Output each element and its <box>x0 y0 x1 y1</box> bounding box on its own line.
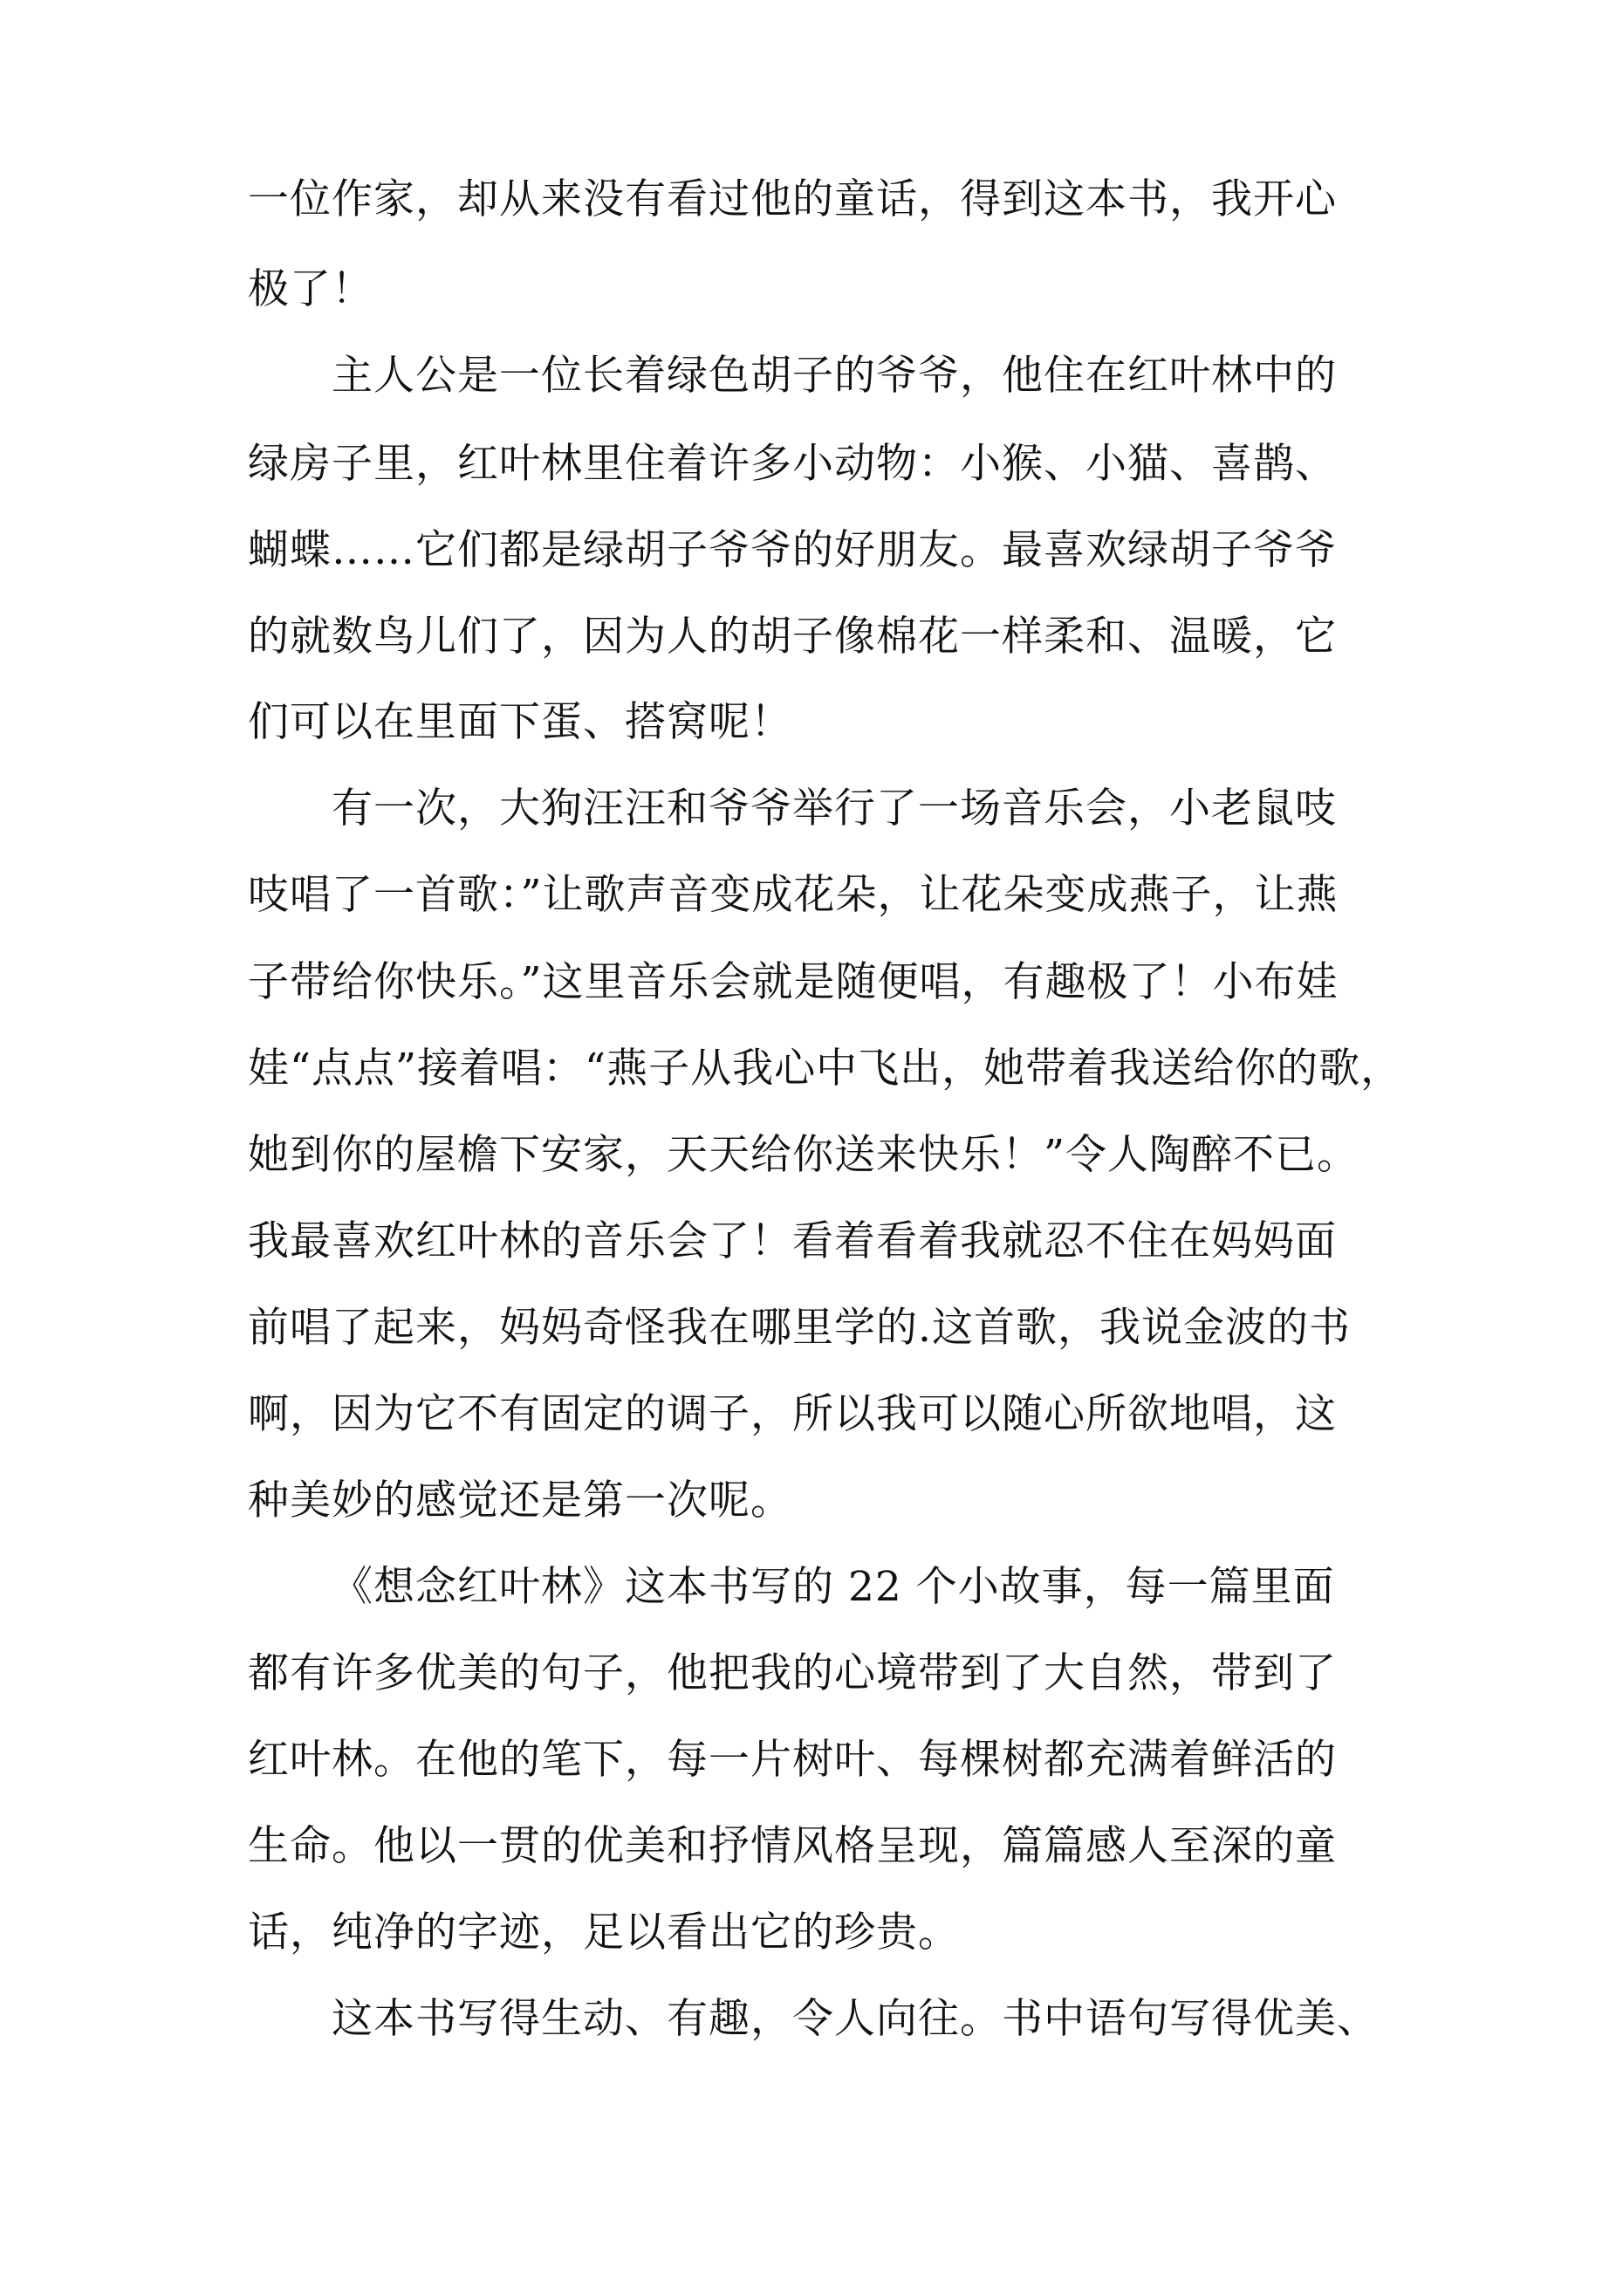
text-line: 主人公是一位长着绿色胡子的爷爷，他住在红叶林中的 <box>332 352 1337 400</box>
text-line: 前唱了起来，妈妈奇怪我在哪里学的.这首歌，我说金波的书 <box>248 1304 1351 1352</box>
text-line: 红叶林。在他的笔下，每一片树叶、每棵树都充满着鲜活的 <box>248 1736 1337 1784</box>
text-line: 绿房子里，红叶林里住着许多小动物：小猴、小猫、喜鹊、 <box>248 440 1337 488</box>
text-line: 吱唱了一首歌：”让歌声音变成花朵，让花朵变成燕子，让燕 <box>248 871 1339 919</box>
text-line: 话，纯净的字迹，足以看出它的珍贵。 <box>248 1909 960 1957</box>
text-line: 生命。他以一贯的优美和抒情风格呈现，篇篇感人至深的童 <box>248 1822 1337 1870</box>
text-line: 啊，因为它不有固定的调子，所以我可以随心所欲地唱，这 <box>248 1390 1337 1438</box>
text-line: 子带给你快乐。”这里音乐会就是随便唱，有趣极了！小布娃 <box>248 958 1339 1006</box>
text-line: 的就数鸟儿们了，因为人的胡子像棉花一样柔和、温暖，它 <box>248 613 1337 661</box>
text-line: 她到你的屋檐下安家，天天给你送来快乐！”令人陶醉不已。 <box>248 1131 1359 1179</box>
text-line: 娃“点点”接着唱：“燕子从我心中飞出，她带着我送给你的歌， <box>248 1045 1403 1093</box>
text-line: 都有许多优美的句子，他把我的心境带到了大自然，带到了 <box>248 1649 1337 1697</box>
text-line: 们可以在里面下蛋、搭窝呢！ <box>248 698 792 746</box>
text-line: 有一次，大狗汪汪和爷爷举行了一场音乐会，小老鼠吱 <box>332 785 1337 833</box>
text-line: 蝴蝶……它们都是绿胡子爷爷的好朋友。最喜欢绿胡子爷爷 <box>248 526 1337 574</box>
text-line: 一位作家，却从来没有看过他的童话，得到这本书，我开心 <box>248 175 1337 223</box>
text-line: 我最喜欢红叶林的音乐会了！看着看着我就忍不住在妈妈面 <box>248 1217 1337 1265</box>
text-line: 这本书写得生动、有趣，令人向往。书中语句写得优美、 <box>332 1995 1379 2043</box>
text-line: 种美妙的感觉还是第一次呢。 <box>248 1477 792 1525</box>
text-line: 《想念红叶林》这本书写的 22 个小故事，每一篇里面 <box>332 1563 1335 1611</box>
text-line: 极了！ <box>248 265 373 313</box>
